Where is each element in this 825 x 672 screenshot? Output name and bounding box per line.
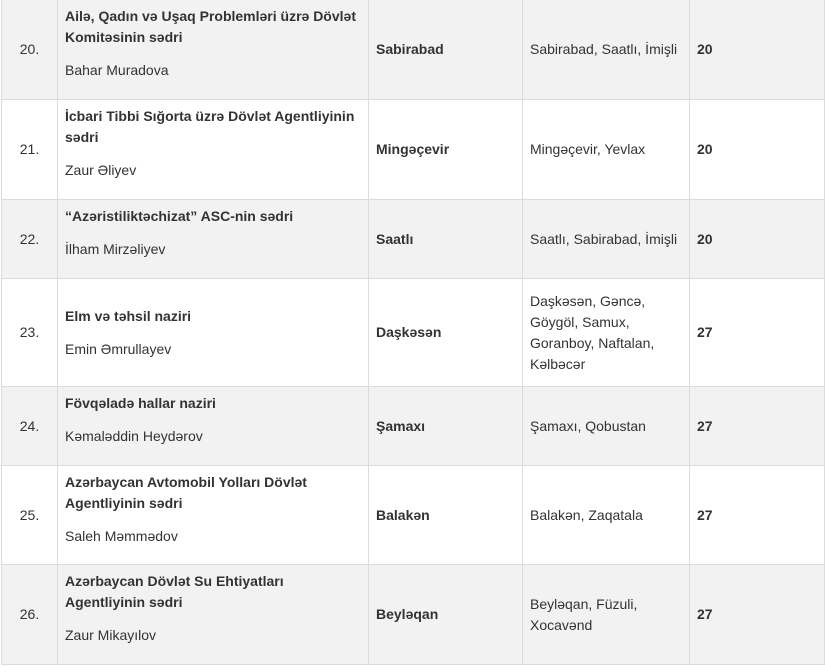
- count-cell: 27: [690, 565, 825, 665]
- district-cell: Balakən: [369, 466, 523, 565]
- row-number: 23.: [2, 279, 58, 387]
- district-cell: Beyləqan: [369, 565, 523, 665]
- district-cell: Şamaxı: [369, 387, 523, 466]
- table-row: [2, 565, 825, 665]
- position-cell: [58, 565, 369, 665]
- table-row: [2, 0, 825, 100]
- position-title: “Azəristiliktəchizat” ASC-nin sədri: [65, 208, 294, 224]
- row-number: 26.: [2, 565, 58, 665]
- row-number: 21.: [2, 100, 58, 200]
- person-name: Emin Əmrullayev: [65, 340, 172, 357]
- areas-cell: Mingəçevir, Yevlax: [523, 100, 690, 200]
- position-title: Azərbaycan Dövlət Su Ehtiyatları Agentliyinin sədri: [65, 573, 284, 610]
- count-cell: 27: [690, 387, 825, 466]
- person-name: Bahar Muradova: [65, 62, 169, 78]
- areas-cell: Daşkəsən, Gəncə, Göygöl, Samux, Goranboy, Naftalan, Kəlbəcər: [523, 279, 690, 387]
- position-cell: [58, 466, 369, 565]
- areas-cell: Beyləqan, Füzuli, Xocavənd: [523, 565, 690, 665]
- count-cell: 20: [690, 0, 825, 100]
- person-name: İlham Mirzəliyev: [65, 241, 166, 257]
- position-cell: [58, 200, 369, 279]
- row-number: 24.: [2, 387, 58, 466]
- count-cell: 20: [690, 200, 825, 279]
- areas-cell: Şamaxı, Qobustan: [523, 387, 690, 466]
- person-name: Zaur Mikayılov: [65, 627, 157, 643]
- district-cell: Daşkəsən: [369, 279, 523, 387]
- position-title: İcbari Tibbi Sığorta üzrə Dövlət Agentliyinin sədri: [65, 108, 355, 145]
- table-row: [2, 466, 825, 565]
- row-number: 20.: [2, 0, 58, 100]
- person-name: Saleh Məmmədov: [65, 528, 178, 544]
- table-row: [2, 279, 825, 387]
- areas-cell: Saatlı, Sabirabad, İmişli: [523, 200, 690, 279]
- position-title: Elm və təhsil naziri: [65, 307, 192, 324]
- position-title: Azərbaycan Avtomobil Yolları Dövlət Agentliyinin sədri: [65, 474, 307, 511]
- district-cell: Mingəçevir: [369, 100, 523, 200]
- person-name: Kəmaləddin Heydərov: [65, 428, 203, 444]
- position-cell: [58, 100, 369, 200]
- table-row: [2, 200, 825, 279]
- row-number: 25.: [2, 466, 58, 565]
- position-cell: [58, 387, 369, 466]
- position-cell: [58, 0, 369, 100]
- count-cell: 27: [690, 466, 825, 565]
- district-cell: Sabirabad: [369, 0, 523, 100]
- district-cell: Saatlı: [369, 200, 523, 279]
- officials-table: [1, 0, 825, 665]
- count-cell: 20: [690, 100, 825, 200]
- areas-cell: Sabirabad, Saatlı, İmişli: [523, 0, 690, 100]
- person-name: Zaur Əliyev: [65, 162, 137, 178]
- areas-cell: Balakən, Zaqatala: [523, 466, 690, 565]
- position-title: Fövqəladə hallar naziri: [65, 395, 216, 411]
- position-title: Ailə, Qadın və Uşaq Problemləri üzrə Dövlət Komitəsinin sədri: [65, 8, 356, 45]
- position-cell: [58, 279, 369, 387]
- count-cell: 27: [690, 279, 825, 387]
- table-row: [2, 387, 825, 466]
- table-row: [2, 100, 825, 200]
- row-number: 22.: [2, 200, 58, 279]
